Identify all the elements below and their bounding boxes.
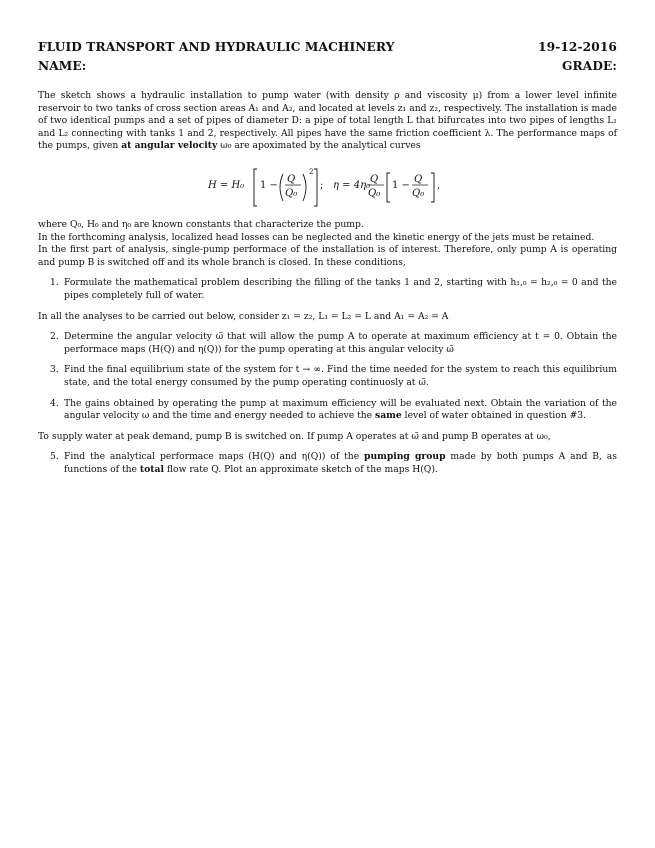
eq-separator: ;	[319, 179, 323, 191]
eq-bracket-right-2	[431, 173, 434, 202]
header-row-1	[38, 38, 617, 57]
constants-note: where Q₀, H₀ and η₀ are known constants that characterize the pump.	[38, 218, 364, 230]
intro-text-2: ω₀ are apoximated by the analytical curves	[220, 140, 421, 152]
eq-Q-num-3: Q	[413, 173, 422, 185]
question-text: Formulate the mathematical problem describing the filling of the tanks 1 and 2, starting with h₁,₀ = h₂,₀ = 0 and the pipes completely full of water.	[64, 277, 617, 301]
head-losses-note: In the forthcoming analysis, localized head losses can be neglected and the kinetic energy of the jets must be retained.	[38, 231, 595, 243]
eq-bracket-right	[314, 169, 317, 206]
eq-one-minus: 1 −	[259, 179, 278, 191]
question-text-bold-1: pumping group	[364, 451, 446, 463]
eq-Q0-den-2: Q₀	[367, 187, 380, 199]
question-text-pre: Find the analytical performace maps (H(Q) and η(Q)) of the	[64, 451, 360, 463]
question-text-bold: same	[375, 410, 402, 422]
question-text-post: level of water obtained in question #3.	[404, 410, 587, 422]
eq-Q0-den: Q₀	[284, 187, 297, 199]
question-text-bold-2: total	[139, 463, 164, 475]
question-text: Find the final equilibrium state of the system for t → ∞. Find the time needed for the system to reach this equilibrium state, and the total energy consumed by the pump operating continuosly at ω̃.	[64, 364, 617, 388]
intro-bold: at angular velocity	[121, 140, 218, 152]
question-2	[38, 331, 617, 356]
assumption-paragraph: In all the analyses to be carried out below, consider z₁ = z₂, L₁ = L₂ = L and A₁ = A₂ = A	[38, 310, 449, 322]
question-3	[38, 364, 617, 389]
eq-paren-right	[303, 174, 306, 201]
eq-H-lhs: H = H₀	[207, 179, 244, 191]
peak-demand-paragraph: To supply water at peak demand, pump B is switched on. If pump A operates at ω̃ and pump B operates at ω₀,	[38, 430, 551, 442]
question-number: 5.	[50, 451, 59, 463]
equation-svg	[208, 157, 448, 213]
eq-eta-lhs: η = 4η₀	[332, 179, 370, 191]
question-list-1	[38, 277, 617, 302]
question-list-3	[38, 451, 617, 476]
exam-date: 19-12-2016	[538, 40, 617, 54]
intro-text-1: The sketch shows a hydraulic installation to pump water (with density ρ and viscosity μ) from a lower level infinite reservoir to two tanks of cross section areas A₁ and A₂, and located at levels z₁ and z₂, respectively. The installation is made of two identical pumps and a set of pipes of diameter D: a pipe of total length L that bifurcates into two pipes of lengths L₁ and L₂ connecting with tanks 1 and 2, respectively. All pipes have the same friction coefficient λ. The performance maps of the pumps, given	[38, 90, 617, 152]
single-pump-note: In the first part of analysis, single-pump performace of the installation is of interest. Therefore, only pump A is operating and pump B is switched off and its whole branch is closed. In these conditions,	[38, 244, 617, 268]
eq-paren-left	[280, 174, 283, 201]
question-number: 4.	[50, 397, 59, 409]
performance-equation	[38, 157, 617, 213]
question-text-post: flow rate Q. Plot an approximate sketch of the maps H(Q).	[166, 463, 438, 475]
eq-Q-num-2: Q	[369, 173, 378, 185]
intro-paragraph	[38, 90, 617, 153]
question-number: 3.	[50, 364, 59, 376]
eq-bracket-left	[254, 169, 257, 206]
course-title: FLUID TRANSPORT AND HYDRAULIC MACHINERY	[38, 40, 395, 54]
question-4	[38, 398, 617, 423]
question-text-mid: made by both pumps A and B, as functions of the	[64, 451, 617, 475]
name-label: NAME:	[38, 59, 87, 73]
eq-one-minus-2: 1 −	[391, 179, 410, 191]
question-list-2	[38, 331, 617, 423]
eq-Q-num: Q	[286, 173, 295, 185]
question-number: 1.	[50, 277, 59, 289]
grade-label: GRADE:	[562, 59, 617, 73]
question-1	[38, 277, 617, 302]
question-text-pre: The gains obtained by operating the pump at maximum efficiency will be evaluated next. Obtain the variation of the angular velocity ω and the time and energy needed to achieve the	[64, 397, 617, 422]
question-5	[38, 451, 617, 476]
header-row-2	[38, 57, 617, 76]
question-text: Determine the angular velocity ω̃ that will allow the pump A to operate at maximum efficiency at t = 0. Obtain the performace maps (H(Q) and η(Q)) for the pump operating at this angular velocity ω̃	[64, 331, 617, 355]
eq-bracket-left-2	[387, 173, 390, 202]
question-number: 2.	[50, 331, 59, 343]
eq-comma: ,	[436, 179, 440, 191]
eq-exponent: 2	[308, 167, 313, 176]
eq-Q0-den-3: Q₀	[411, 187, 424, 199]
